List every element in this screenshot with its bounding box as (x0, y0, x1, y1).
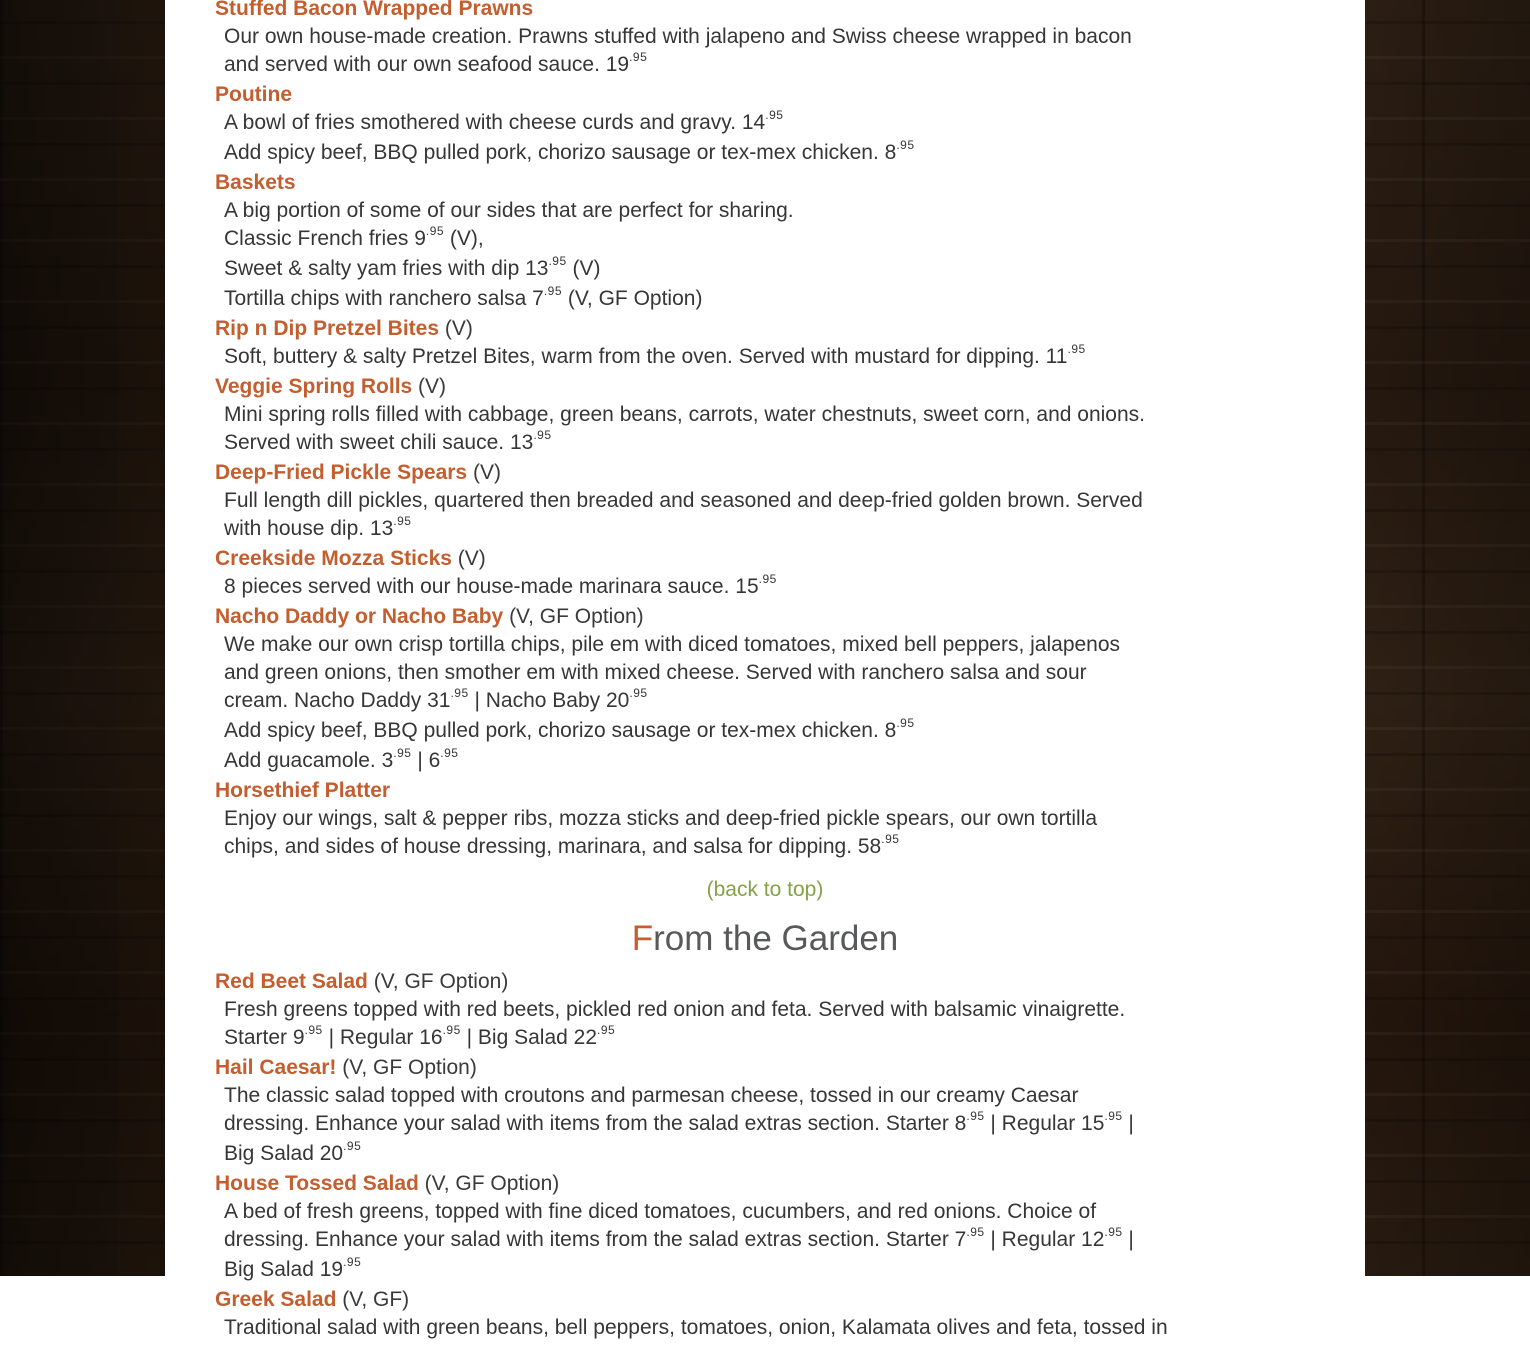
item-name: Veggie Spring Rolls (215, 375, 413, 398)
item-description (165, 23, 1365, 81)
item-name: Horsethief Platter (215, 779, 391, 802)
item-description (165, 805, 1365, 863)
menu-item (165, 169, 1365, 315)
item-description-line: Fresh greens topped with red beets, pickled red onion and feta. Served with balsamic vinaigrette. (224, 998, 1126, 1021)
item-name: Creekside Mozza Sticks (215, 547, 452, 570)
item-description (165, 996, 1365, 1054)
menu-item (165, 0, 1365, 81)
price-superscript: .95 (543, 284, 562, 298)
price-superscript: .95 (393, 746, 412, 760)
price-superscript: .95 (393, 514, 412, 528)
price-superscript: .95 (629, 50, 648, 64)
item-description-line: 8 pieces served with our house-made marinara sauce. $15^{.95}$ (224, 572, 777, 598)
price-superscript: .95 (966, 1225, 985, 1239)
item-name: Stuffed Bacon Wrapped Prawns (215, 0, 534, 20)
menu-item (165, 545, 1365, 603)
item-description (165, 1082, 1365, 1170)
item-dietary-tags: (V) (439, 317, 473, 340)
item-name: Poutine (215, 83, 292, 106)
item-description-line: Served with sweet chili sauce. $13^{.95}$ (224, 428, 552, 454)
item-dietary-tags: (V) (412, 375, 447, 398)
item-name: Rip n Dip Pretzel Bites (215, 317, 440, 340)
item-description-line: Classic French fries $9^{.95}$ (V), (224, 224, 484, 250)
price-superscript: .95 (304, 1023, 323, 1037)
item-description (165, 401, 1365, 459)
price-superscript: .95 (1067, 342, 1086, 356)
menu-item (165, 373, 1365, 459)
item-description-line: Add guacamole. $3^{.95}$ | $6^{.95}$ (224, 746, 459, 772)
menu-flow (165, 0, 1365, 1342)
menu-item (165, 1286, 1365, 1342)
item-description-line: chips, and sides of house dressing, marinara, and salsa for dipping. $58^{.95}$ (224, 832, 900, 858)
item-heading (165, 1054, 1365, 1082)
item-heading (165, 81, 1365, 109)
price-superscript: .95 (440, 746, 459, 760)
price-superscript: .95 (896, 716, 915, 730)
price-superscript: .95 (533, 428, 552, 442)
item-description-line: Add spicy beef, BBQ pulled pork, chorizo sausage or tex-mex chicken. $8^{.95}$ (224, 716, 915, 742)
item-description (165, 631, 1365, 777)
price-superscript: .95 (765, 108, 784, 122)
item-description-line: A bed of fresh greens, topped with fine diced tomatoes, cucumbers, and red onions. Choice of (224, 1200, 1097, 1223)
price-superscript: .95 (966, 1109, 985, 1123)
item-heading (165, 545, 1365, 573)
item-dietary-tags: (V) (467, 461, 501, 484)
price-superscript: .95 (896, 138, 915, 152)
item-heading (165, 777, 1365, 805)
item-description (165, 487, 1365, 545)
menu-item (165, 777, 1365, 863)
item-description-line: dressing. Enhance your salad with items from the salad extras section. Starter $8^{.95}$ | Regular $15^{.95}$ | (224, 1109, 1134, 1135)
price-superscript: .95 (450, 686, 469, 700)
item-description (165, 573, 1365, 603)
item-name: Greek Salad (215, 1288, 337, 1311)
item-heading (165, 0, 1365, 23)
item-dietary-tags: (V, GF Option) (418, 1172, 560, 1195)
item-description (165, 109, 1365, 169)
item-description-line: cream. Nacho Daddy $31^{.95}$ | Nacho Baby $20^{.95}$ (224, 686, 648, 712)
item-description-line: Starter $9^{.95}$ | Regular $16^{.95}$ | Big Salad $22^{.95}$ (224, 1023, 616, 1049)
price-superscript: .95 (343, 1139, 362, 1153)
price-superscript: .95 (548, 254, 567, 268)
price-superscript: .95 (597, 1023, 616, 1037)
price-superscript: .95 (1104, 1109, 1123, 1123)
price-superscript: .95 (1104, 1225, 1123, 1239)
item-heading (165, 968, 1365, 996)
item-heading (165, 373, 1365, 401)
item-description (165, 1314, 1365, 1342)
item-description-line: Enjoy our wings, salt & pepper ribs, mozza sticks and deep-fried pickle spears, our own tortilla (224, 807, 1098, 830)
item-dietary-tags: (V, GF Option) (336, 1056, 477, 1079)
menu-item (165, 81, 1365, 169)
menu-item (165, 968, 1365, 1054)
item-name: Red Beet Salad (215, 970, 368, 993)
price-superscript: .95 (343, 1255, 362, 1269)
item-description (165, 343, 1365, 373)
item-dietary-tags: (V, GF Option) (367, 970, 509, 993)
item-description-line: Sweet & salty yam fries with dip $13^{.95}$ (V) (224, 254, 601, 280)
item-description-line: with house dip. $13^{.95}$ (224, 514, 412, 540)
item-description-line: Big Salad $20^{.95}$ (224, 1139, 362, 1165)
item-description-line: dressing. Enhance your salad with items from the salad extras section. Starter $7^{.95}$ | Regular $12^{.95}$ | (224, 1225, 1134, 1251)
item-heading (165, 459, 1365, 487)
section-title-first-letter: F (631, 919, 654, 958)
price-superscript: .95 (881, 832, 900, 846)
item-dietary-tags: (V) (451, 547, 486, 570)
appetizers-section (165, 0, 1365, 863)
item-name: Nacho Daddy or Nacho Baby (215, 605, 504, 628)
item-description-line: We make our own crisp tortilla chips, pile em with diced tomatoes, mixed bell peppers, jalapenos (224, 633, 1121, 656)
item-heading (165, 1170, 1365, 1198)
item-heading (165, 315, 1365, 343)
item-description-line: and green onions, then smother em with mixed cheese. Served with ranchero salsa and sour (224, 661, 1087, 684)
item-heading (165, 169, 1365, 197)
item-heading (165, 1286, 1365, 1314)
item-description-line: Tortilla chips with ranchero salsa $7^{.95}$ (V, GF Option) (224, 284, 703, 310)
item-description (165, 197, 1365, 315)
item-name: Baskets (215, 171, 296, 194)
item-description-line: The classic salad topped with croutons and parmesan cheese, tossed in our creamy Caesar (224, 1084, 1079, 1107)
item-heading (165, 603, 1365, 631)
menu-page-content (165, 0, 1365, 1339)
item-name: House Tossed Salad (215, 1172, 419, 1195)
item-description-line: A bowl of fries smothered with cheese curds and gravy. $14^{.95}$ (224, 108, 784, 134)
item-name: Hail Caesar! (215, 1056, 337, 1079)
price-superscript: .95 (425, 224, 445, 238)
menu-item (165, 459, 1365, 545)
item-dietary-tags: (V, GF) (336, 1288, 410, 1311)
section-title-rest: rom the Garden (653, 919, 899, 958)
menu-item (165, 1054, 1365, 1170)
price-superscript: .95 (442, 1023, 461, 1037)
item-description-line: Mini spring rolls filled with cabbage, green beans, carrots, water chestnuts, sweet corn, and onions. (224, 403, 1145, 426)
item-description-line: Soft, buttery & salty Pretzel Bites, warm from the oven. Served with mustard for dipping. $11^{.95}$ (224, 342, 1086, 368)
item-description-line: Traditional salad with green beans, bell peppers, tomatoes, onion, Kalamata olives and feta, tossed in (224, 1316, 1168, 1339)
menu-item (165, 1170, 1365, 1286)
item-dietary-tags: (V, GF Option) (503, 605, 644, 628)
item-description-line: Big Salad $19^{.95}$ (224, 1255, 362, 1281)
section-title-from-the-garden (165, 916, 1365, 962)
item-description-line: Add spicy beef, BBQ pulled pork, chorizo sausage or tex-mex chicken. $8^{.95}$ (224, 138, 915, 164)
item-description-line: A big portion of some of our sides that are perfect for sharing. (224, 199, 794, 222)
item-description (165, 1198, 1365, 1286)
garden-section (165, 968, 1365, 1342)
item-description-line: Full length dill pickles, quartered then breaded and seasoned and deep-fried golden brown. Served (224, 489, 1143, 512)
price-superscript: .95 (758, 572, 777, 586)
price-superscript: .95 (629, 686, 648, 700)
item-description-line: and served with our own seafood sauce. $19^{.95}$ (224, 50, 648, 76)
menu-item (165, 603, 1365, 777)
item-description-line: Our own house-made creation. Prawns stuffed with jalapeno and Swiss cheese wrapped in bacon (224, 25, 1132, 48)
menu-item (165, 315, 1365, 373)
back-to-top-row (165, 876, 1365, 904)
back-to-top-link[interactable]: (back to top) (706, 878, 824, 901)
item-name: Deep-Fried Pickle Spears (215, 461, 468, 484)
